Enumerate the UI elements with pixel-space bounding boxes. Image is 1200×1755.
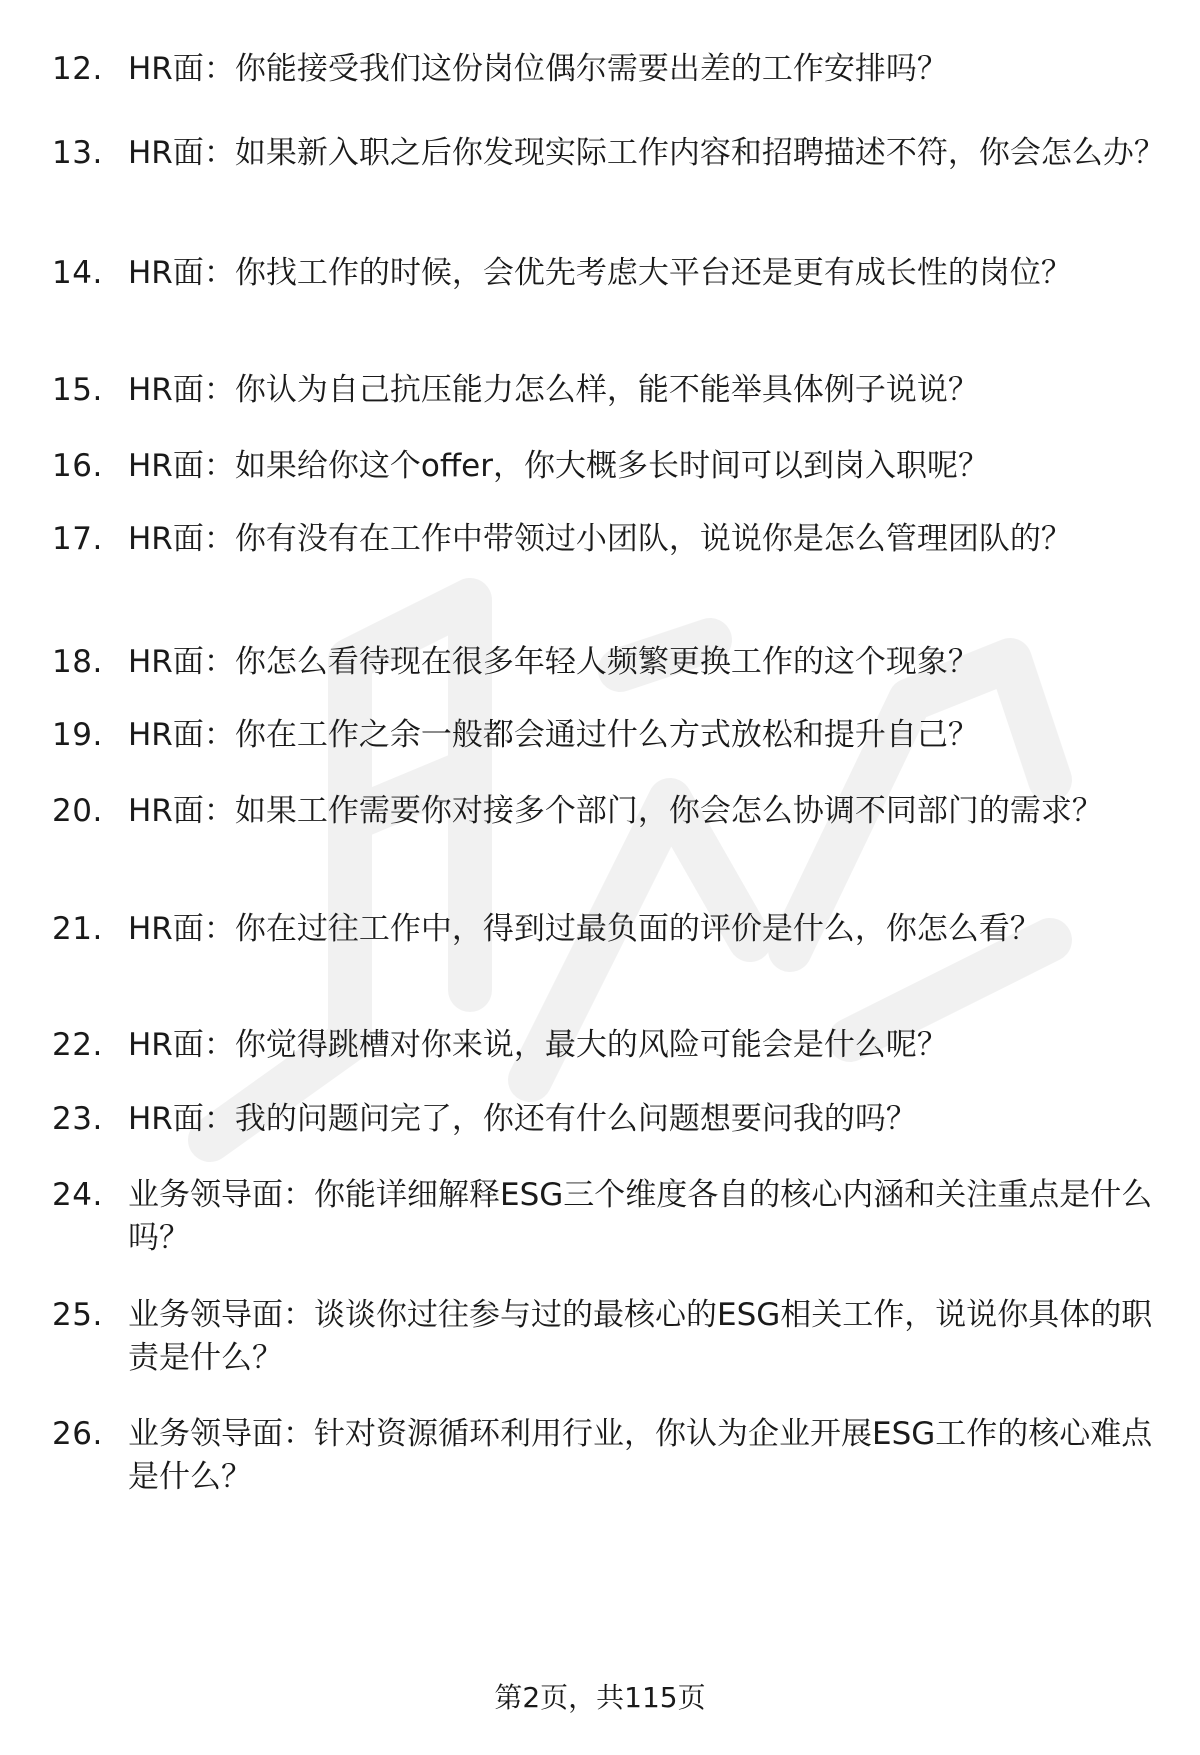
question-number: 18.: [52, 644, 103, 680]
question-number: 13.: [52, 135, 103, 171]
question-text: HR面：我的问题问完了，你还有什么问题想要问我的吗？: [128, 1101, 917, 1137]
question-number: 16.: [52, 448, 103, 484]
page-footer: 第2页，共115页: [494, 1681, 706, 1714]
question-text: HR面：你怎么看待现在很多年轻人频繁更换工作的这个现象？: [128, 644, 979, 680]
question-item: [0, 1098, 1168, 1141]
question-item: [0, 445, 1168, 488]
question-text: HR面：如果给你这个offer，你大概多长时间可以到岗入职呢？: [128, 448, 989, 484]
question-text: HR面：你能接受我们这份岗位偶尔需要出差的工作安排吗？: [128, 51, 948, 87]
question-text: HR面：你在工作之余一般都会通过什么方式放松和提升自己？: [128, 717, 979, 753]
question-item: [0, 252, 1168, 295]
question-number: 23.: [52, 1101, 103, 1137]
question-item: [0, 132, 1168, 175]
question-text: HR面：你在过往工作中，得到过最负面的评价是什么，你怎么看？: [128, 911, 1041, 947]
question-number: 15.: [52, 372, 103, 408]
question-number: 20.: [52, 793, 103, 829]
question-number: 12.: [52, 51, 103, 87]
question-number: 19.: [52, 717, 103, 753]
question-item: [0, 714, 1168, 757]
question-item: [0, 518, 1168, 561]
question-item: [0, 790, 1168, 833]
question-number: 22.: [52, 1027, 103, 1063]
question-item: [0, 48, 1168, 91]
question-text: HR面：如果工作需要你对接多个部门，你会怎么协调不同部门的需求？: [128, 793, 1103, 829]
question-item: [0, 369, 1168, 412]
question-item: [0, 1413, 1168, 1499]
question-text: HR面：如果新入职之后你发现实际工作内容和招聘描述不符，你会怎么办？: [128, 135, 1165, 171]
question-text: HR面：你认为自己抗压能力怎么样，能不能举具体例子说说？: [128, 372, 979, 408]
question-text: 业务领导面：谈谈你过往参与过的最核心的ESG相关工作，说说你具体的职责是什么？: [128, 1297, 1153, 1376]
question-text: HR面：你找工作的时候，会优先考虑大平台还是更有成长性的岗位？: [128, 255, 1072, 291]
question-item: [0, 908, 1168, 951]
question-item: [0, 1174, 1168, 1260]
question-number: 14.: [52, 255, 103, 291]
question-number: 25.: [52, 1297, 103, 1333]
question-item: [0, 1024, 1168, 1067]
question-number: 21.: [52, 911, 103, 947]
question-number: 26.: [52, 1416, 103, 1452]
question-text: HR面：你有没有在工作中带领过小团队，说说你是怎么管理团队的？: [128, 521, 1072, 557]
question-item: [0, 1294, 1168, 1380]
question-number: 17.: [52, 521, 103, 557]
question-text: HR面：你觉得跳槽对你来说，最大的风险可能会是什么呢？: [128, 1027, 948, 1063]
question-text: 业务领导面：针对资源循环利用行业，你认为企业开展ESG工作的核心难点是什么？: [128, 1416, 1153, 1495]
question-text: 业务领导面：你能详细解释ESG三个维度各自的核心内涵和关注重点是什么吗？: [128, 1177, 1153, 1256]
question-item: [0, 641, 1168, 684]
question-number: 24.: [52, 1177, 103, 1213]
